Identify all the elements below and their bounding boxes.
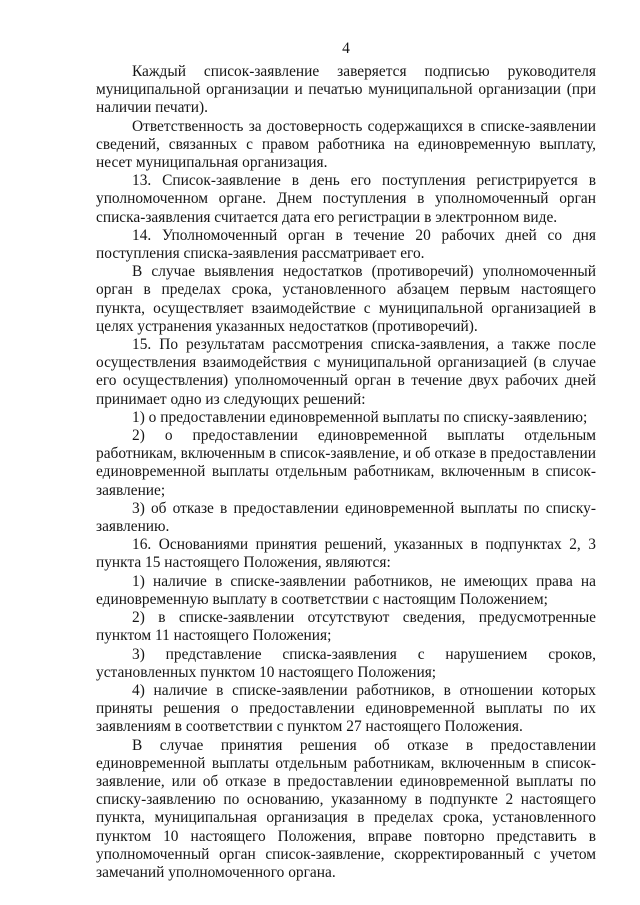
paragraph-item-14: 14. Уполномоченный орган в течение 20 рабочих дней со дня поступления списка-заявления рассматривает его. bbox=[96, 226, 596, 263]
paragraph-item-15: 15. По результатам рассмотрения списка-заявления, а также после осуществления взаимодействия с муниципальной организацией (в случае его осуществления) уполномоченный орган в течение двух рабочих дней принимает одно из следующих решений: bbox=[96, 336, 596, 408]
paragraph-item-16: 16. Основаниями принятия решений, указанных в подпунктах 2, 3 пункта 15 настоящего Положения, являются: bbox=[96, 536, 596, 572]
subitem: 3) об отказе в предоставлении единовременной выплаты по списку-заявлению. bbox=[96, 499, 596, 536]
page-number: 4 bbox=[342, 40, 350, 57]
subitem: 4) наличие в списке-заявлении работников, в отношении которых приняты решения о предоставлении единовременной выплаты по их заявлениям в соответствии с пунктом 27 настоящего Положения. bbox=[96, 681, 596, 736]
paragraph: Ответственность за достоверность содержащихся в списке-заявлении сведений, связанных с правом работника на единовременную выплату, несет муниципальная организация. bbox=[96, 117, 596, 172]
document-body bbox=[96, 63, 596, 882]
subitem: 1) о предоставлении единовременной выплаты по списку-заявлению; bbox=[132, 408, 588, 426]
subitem: 3) представление списка-заявления с нарушением сроков, установленных пунктом 10 настоящего Положения; bbox=[96, 645, 596, 681]
paragraph-item-13: 13. Список-заявление в день его поступления регистрируется в уполномоченном органе. Днем поступления в уполномоченный орган списка-заявления считается дата его регистрации в электронном виде. bbox=[96, 172, 596, 226]
subitem: 2) в списке-заявлении отсутствуют сведения, предусмотренные пунктом 11 настоящего Положения; bbox=[96, 609, 596, 645]
subitem: 2) о предоставлении единовременной выплаты отдельным работникам, включенным в список-заявление, и об отказе в предоставлении единовременной выплаты отдельным работникам, включенным в список-заявление; bbox=[96, 427, 596, 499]
paragraph: Каждый список-заявление заверяется подписью руководителя муниципальной организации и печатью муниципальной организации (при наличии печати). bbox=[96, 63, 596, 117]
paragraph: В случае выявления недостатков (противоречий) уполномоченный орган в пределах срока, установленного абзацем первым настоящего пункта, осуществляет взаимодействие с муниципальной организацией в целях устранения указанных недостатков (противоречий). bbox=[96, 263, 596, 335]
paragraph: В случае принятия решения об отказе в предоставлении единовременной выплаты отдельным работникам, включенным в список-заявление, или об отказе в предоставлении единовременной выплаты по списку-заявлению по основанию, указанному в подпункте 2 настоящего пункта, муниципальная организация в пределах срока, установленного пунктом 10 настоящего Положения, вправе повторно представить в уполномоченный орган список-заявление, скорректированный с учетом замечаний уполномоченного органа. bbox=[96, 736, 596, 881]
subitem: 1) наличие в списке-заявлении работников, не имеющих права на единовременную выплату в соответствии с настоящим Положением; bbox=[96, 572, 596, 608]
